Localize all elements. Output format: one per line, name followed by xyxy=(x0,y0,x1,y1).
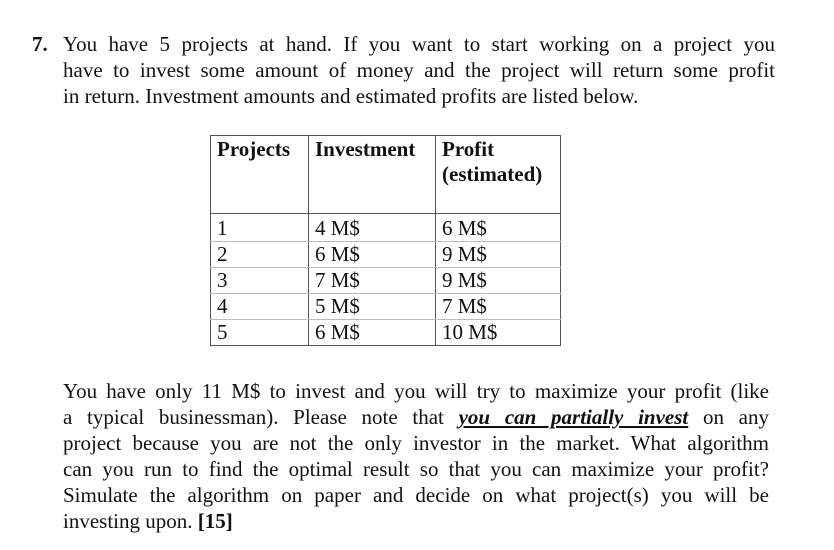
question-intro xyxy=(63,31,775,109)
body-text: a typical businessman). Please note that xyxy=(63,405,459,429)
body-line: You have only 11 M$ to invest and you will try to maximize your profit (like xyxy=(63,379,769,403)
table-row xyxy=(211,242,561,268)
question-number: 7. xyxy=(32,32,48,56)
body-line: can you run to find the optimal result so that you can maximize your profit? xyxy=(63,457,769,481)
body-line xyxy=(63,404,769,430)
cell-project: 5 xyxy=(211,320,309,346)
table-row xyxy=(211,294,561,320)
body-text: on any xyxy=(688,405,769,429)
cell-profit: 9 M$ xyxy=(436,242,561,268)
cell-profit: 10 M$ xyxy=(436,320,561,346)
intro-line: in return. Investment amounts and estimated profits are listed below. xyxy=(63,84,639,108)
cell-investment: 7 M$ xyxy=(309,268,436,294)
intro-line: You have 5 projects at hand. If you want to start working on a project you xyxy=(63,32,775,56)
body-line: project because you are not the only investor in the market. What algorithm xyxy=(63,431,769,455)
table-header-row xyxy=(211,136,561,214)
question-body xyxy=(63,378,769,534)
cell-project: 3 xyxy=(211,268,309,294)
emphasis-partial-invest: you can partially invest xyxy=(458,405,689,429)
marks-label: [15] xyxy=(197,509,233,533)
cell-project: 4 xyxy=(211,294,309,320)
table-row xyxy=(211,214,561,242)
body-text: investing upon. xyxy=(63,509,198,533)
cell-project: 1 xyxy=(211,214,309,242)
cell-profit: 9 M$ xyxy=(436,268,561,294)
header-profit-sub: (estimated) xyxy=(442,162,543,186)
table-row xyxy=(211,268,561,294)
projects-table xyxy=(210,135,561,346)
cell-profit: 7 M$ xyxy=(436,294,561,320)
cell-investment: 6 M$ xyxy=(309,242,436,268)
table-row xyxy=(211,320,561,346)
header-investment: Investment xyxy=(309,136,436,214)
intro-line: have to invest some amount of money and the project will return some profit xyxy=(63,58,775,82)
cell-project: 2 xyxy=(211,242,309,268)
cell-investment: 5 M$ xyxy=(309,294,436,320)
body-line: Simulate the algorithm on paper and decide on what project(s) you will be xyxy=(63,483,769,507)
header-profit-label: Profit xyxy=(442,137,495,161)
cell-investment: 6 M$ xyxy=(309,320,436,346)
cell-profit: 6 M$ xyxy=(436,214,561,242)
body-line xyxy=(63,508,769,534)
header-projects: Projects xyxy=(211,136,309,214)
header-profit xyxy=(436,136,561,214)
cell-investment: 4 M$ xyxy=(309,214,436,242)
